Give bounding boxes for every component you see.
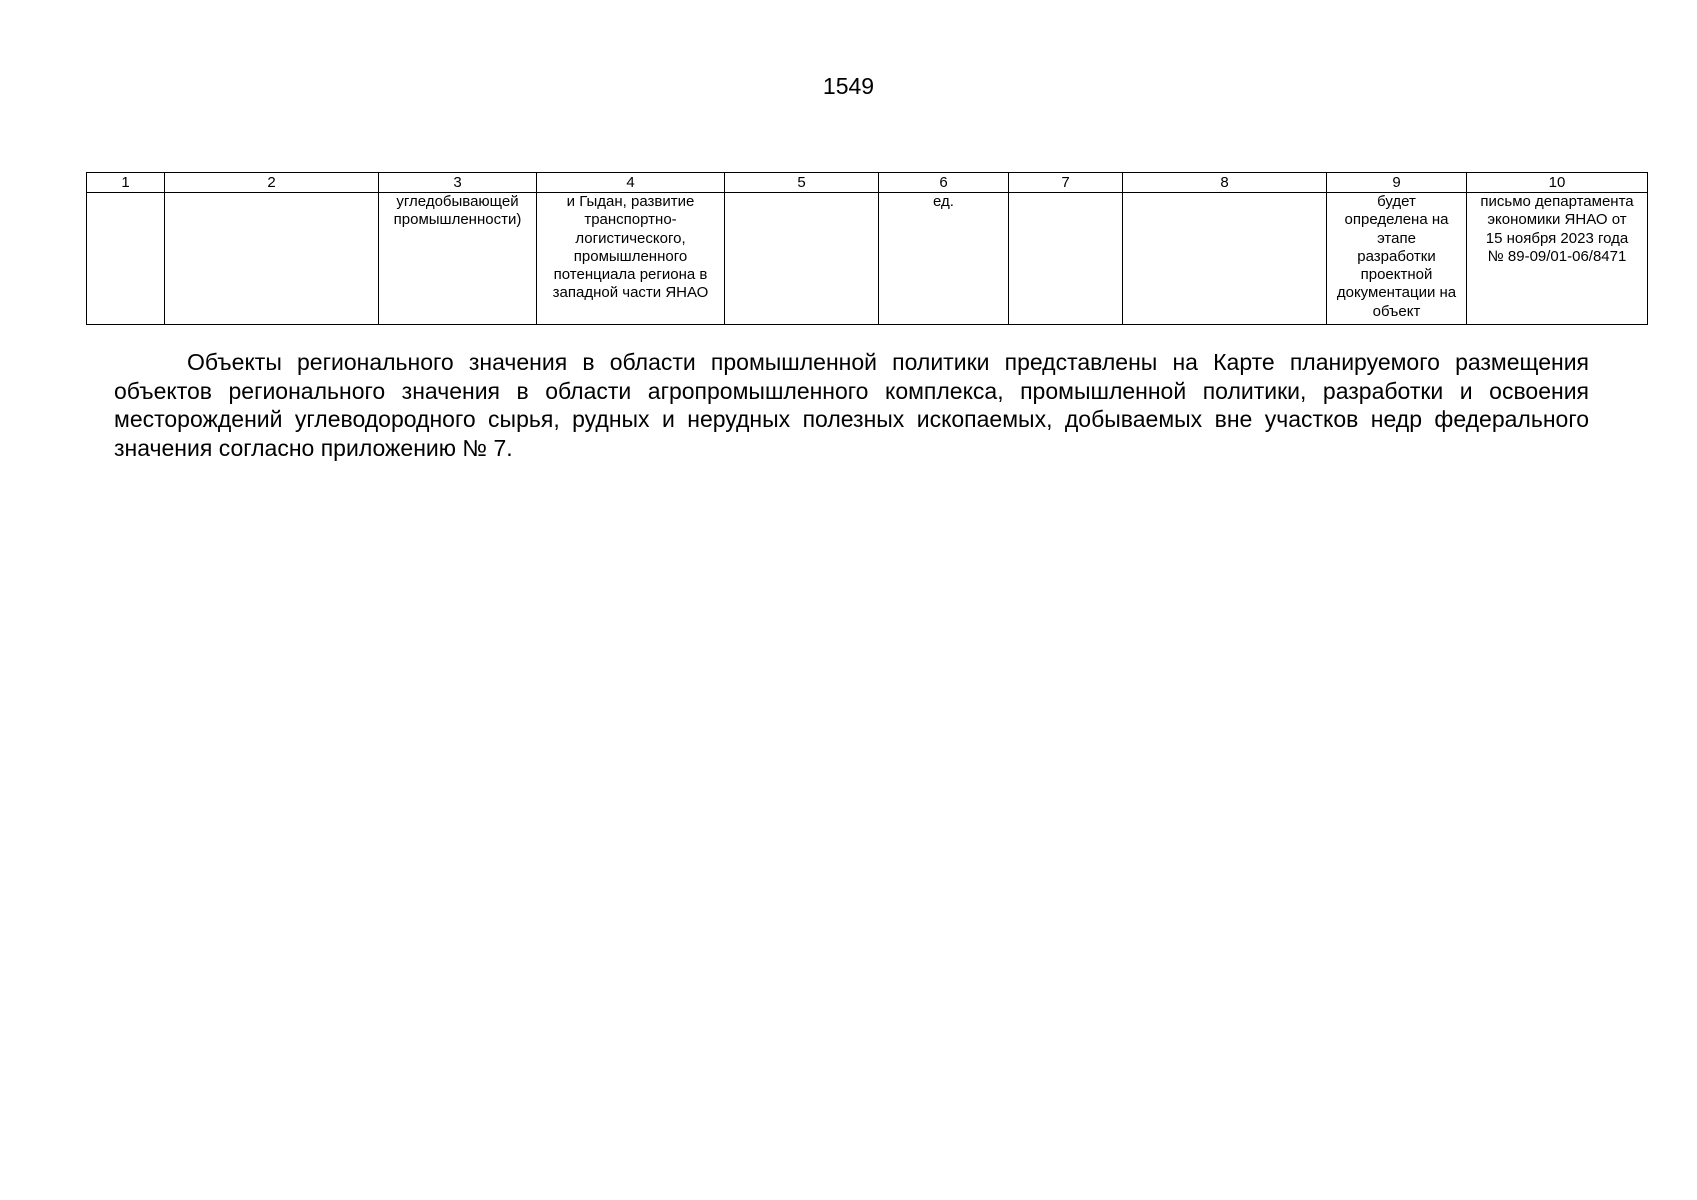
column-header-9: 9 — [1327, 173, 1467, 193]
column-header-5: 5 — [725, 173, 879, 193]
cell-text: угледобывающей промышленности) — [393, 193, 522, 229]
column-header-4: 4 — [537, 173, 725, 193]
column-header-3: 3 — [379, 173, 537, 193]
cell-text: и Гыдан, развитие транспортно- логистического, промышленного потенциала региона в западной части ЯНАО — [552, 193, 709, 302]
cell-text: письмо департамента экономики ЯНАО от 15 ноября 2023 года № 89-09/01-06/8471 — [1480, 193, 1634, 265]
table-cell-4 — [537, 193, 725, 325]
table-cell-10 — [1467, 193, 1648, 325]
table-cell-1 — [87, 193, 165, 325]
table-cell-8 — [1123, 193, 1327, 325]
column-header-10: 10 — [1467, 173, 1648, 193]
table-cell-2 — [165, 193, 379, 325]
body-paragraph: Объекты регионального значения в области промышленной политики представлены на Карте планируемого размещения объектов регионального значения в области агропромышленного комплекса, промышленной политики, разработки и освоения месторождений углеводородного сырья, рудных и нерудных полезных ископаемых, добываемых вне участков недр федерального значения согласно приложению № 7. — [114, 349, 1589, 461]
table-header-row — [87, 173, 1648, 193]
column-header-7: 7 — [1009, 173, 1123, 193]
table-row — [87, 193, 1648, 325]
table-cell-3 — [379, 193, 537, 325]
table-cell-9 — [1327, 193, 1467, 325]
column-header-6: 6 — [879, 173, 1009, 193]
column-header-1: 1 — [87, 173, 165, 193]
column-header-8: 8 — [1123, 173, 1327, 193]
cell-text: ед. — [933, 193, 954, 210]
table-cell-7 — [1009, 193, 1123, 325]
cell-text: будет определена на этапе разработки проектной документации на объект — [1336, 193, 1457, 320]
page-number: 1549 — [822, 73, 875, 99]
column-header-2: 2 — [165, 173, 379, 193]
table-cell-5 — [725, 193, 879, 325]
table-cell-6 — [879, 193, 1009, 325]
data-table — [86, 172, 1648, 325]
